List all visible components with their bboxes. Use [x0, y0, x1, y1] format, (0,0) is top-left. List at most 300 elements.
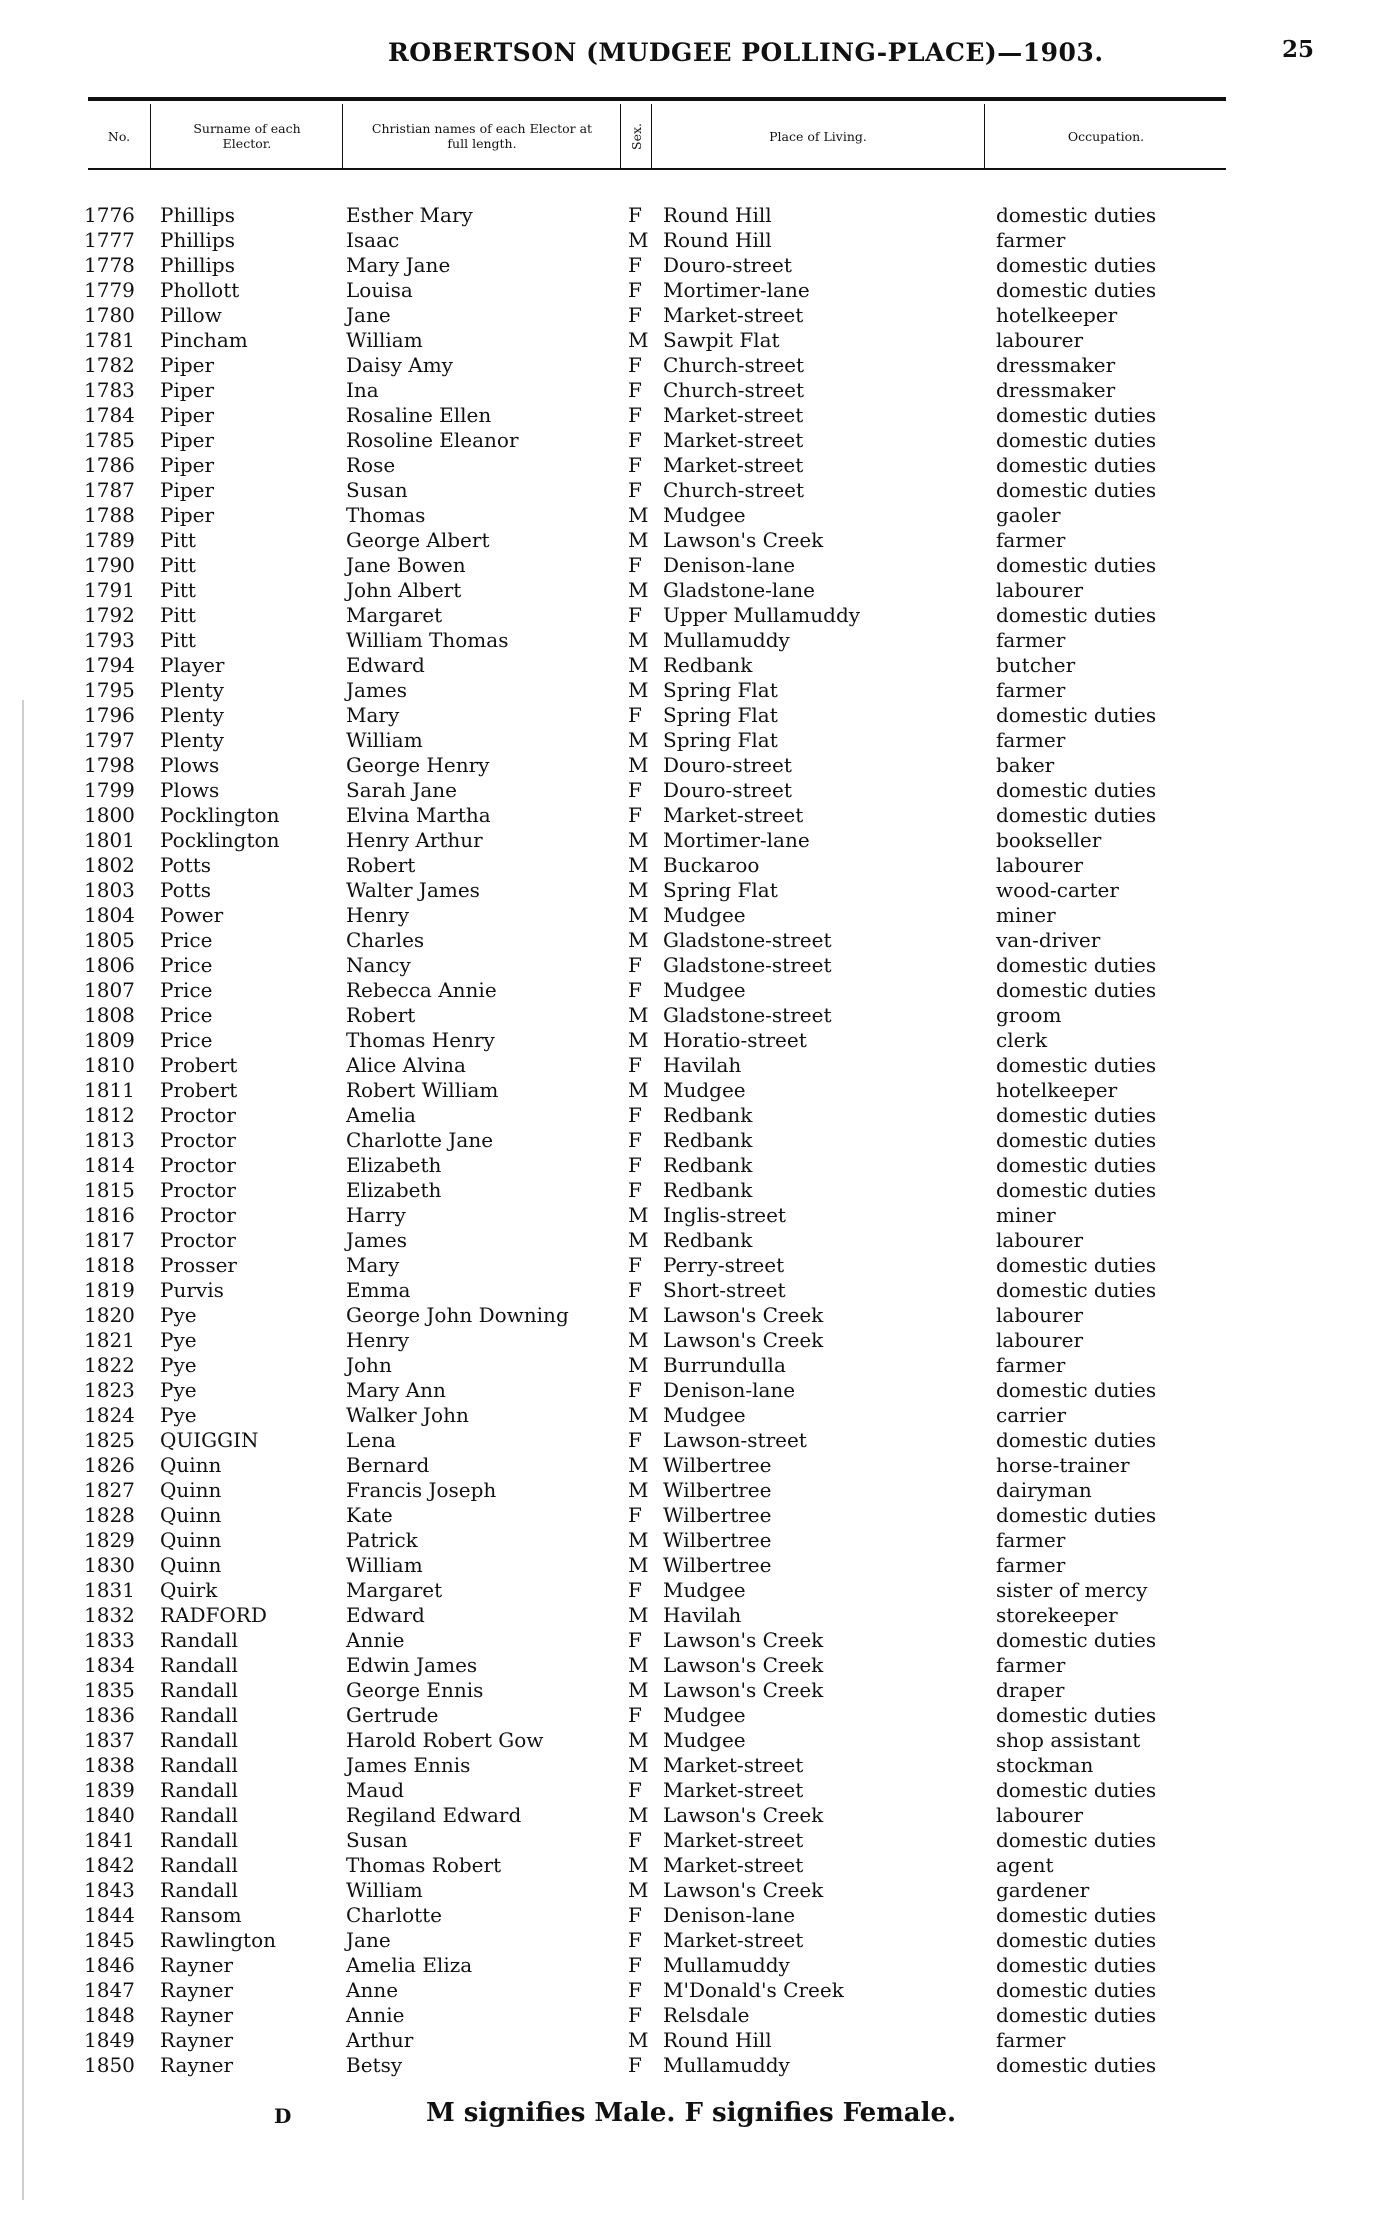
elector-place-of-living: Market-street — [663, 1778, 804, 1802]
table-row — [0, 1653, 1382, 1678]
elector-surname: Rawlington — [160, 1928, 276, 1952]
elector-number: 1841 — [84, 1828, 135, 1852]
elector-number: 1813 — [84, 1128, 135, 1152]
elector-place-of-living: Lawson-street — [663, 1428, 807, 1452]
elector-sex: M — [628, 1403, 649, 1427]
elector-number: 1834 — [84, 1653, 135, 1677]
table-row — [0, 1453, 1382, 1478]
header-rule — [88, 97, 1226, 101]
table-row — [0, 1553, 1382, 1578]
elector-christian-names: Charles — [346, 928, 425, 952]
elector-christian-names: Robert — [346, 853, 416, 877]
elector-sex: F — [628, 1578, 642, 1602]
elector-sex: M — [628, 653, 649, 677]
elector-surname: Price — [160, 928, 213, 952]
elector-number: 1802 — [84, 853, 135, 877]
elector-christian-names: William — [346, 1878, 423, 1902]
elector-christian-names: Thomas Robert — [346, 1853, 502, 1877]
elector-sex: F — [628, 1178, 642, 1202]
elector-surname: Rayner — [160, 2003, 234, 2027]
elector-occupation: domestic duties — [996, 1278, 1157, 1302]
column-header-christian-label: Christian names of each Elector at full length. — [371, 121, 593, 151]
elector-number: 1833 — [84, 1628, 135, 1652]
elector-place-of-living: Inglis-street — [663, 1203, 786, 1227]
elector-occupation: farmer — [996, 1653, 1066, 1677]
elector-occupation: domestic duties — [996, 803, 1157, 827]
table-row — [0, 2003, 1382, 2028]
elector-surname: Piper — [160, 453, 215, 477]
column-header-surname — [152, 104, 342, 168]
elector-occupation: farmer — [996, 528, 1066, 552]
elector-number: 1829 — [84, 1528, 135, 1552]
elector-surname: Proctor — [160, 1103, 236, 1127]
elector-place-of-living: Round Hill — [663, 228, 772, 252]
elector-surname: Quirk — [160, 1578, 218, 1602]
elector-christian-names: Jane — [346, 1928, 391, 1952]
elector-occupation: labourer — [996, 853, 1084, 877]
elector-number: 1848 — [84, 2003, 135, 2027]
elector-number: 1840 — [84, 1803, 135, 1827]
elector-christian-names: George Albert — [346, 528, 490, 552]
elector-number: 1796 — [84, 703, 135, 727]
elector-occupation: domestic duties — [996, 1428, 1157, 1452]
elector-occupation: labourer — [996, 1303, 1084, 1327]
signature-mark: D — [274, 2104, 292, 2128]
elector-place-of-living: M'Donald's Creek — [663, 1978, 844, 2002]
elector-sex: F — [628, 953, 642, 977]
table-row — [0, 1928, 1382, 1953]
elector-surname: Proctor — [160, 1153, 236, 1177]
elector-place-of-living: Market-street — [663, 303, 804, 327]
elector-occupation: farmer — [996, 1553, 1066, 1577]
column-header-no — [88, 104, 150, 168]
table-row — [0, 1078, 1382, 1103]
table-row — [0, 1478, 1382, 1503]
elector-sex: F — [628, 1428, 642, 1452]
elector-sex: M — [628, 1878, 649, 1902]
elector-list — [0, 203, 1382, 2078]
table-row — [0, 1303, 1382, 1328]
elector-christian-names: Bernard — [346, 1453, 430, 1477]
elector-christian-names: Edward — [346, 1603, 425, 1627]
elector-place-of-living: Sawpit Flat — [663, 328, 780, 352]
elector-surname: Plows — [160, 778, 220, 802]
table-row — [0, 828, 1382, 853]
elector-occupation: farmer — [996, 678, 1066, 702]
elector-sex: M — [628, 1528, 649, 1552]
elector-surname: Randall — [160, 1728, 238, 1752]
elector-number: 1844 — [84, 1903, 135, 1927]
elector-occupation: van-driver — [996, 928, 1101, 952]
table-row — [0, 1103, 1382, 1128]
elector-surname: Potts — [160, 878, 212, 902]
elector-occupation: farmer — [996, 1353, 1066, 1377]
elector-surname: Pye — [160, 1378, 197, 1402]
table-row — [0, 878, 1382, 903]
elector-place-of-living: Redbank — [663, 1103, 753, 1127]
elector-christian-names: George Henry — [346, 753, 490, 777]
table-row — [0, 1153, 1382, 1178]
elector-christian-names: Amelia — [346, 1103, 416, 1127]
elector-surname: Rayner — [160, 1953, 234, 1977]
elector-number: 1838 — [84, 1753, 135, 1777]
elector-christian-names: Thomas Henry — [346, 1028, 495, 1052]
column-header-sex-label: Sex. — [628, 122, 644, 150]
elector-christian-names: Elvina Martha — [346, 803, 491, 827]
table-row — [0, 1003, 1382, 1028]
elector-number: 1835 — [84, 1678, 135, 1702]
elector-sex: M — [628, 853, 649, 877]
elector-christian-names: James — [346, 678, 408, 702]
elector-place-of-living: Mudgee — [663, 978, 746, 1002]
elector-sex: F — [628, 203, 642, 227]
column-header-place — [653, 104, 983, 168]
elector-occupation: miner — [996, 903, 1056, 927]
elector-sex: M — [628, 1003, 649, 1027]
elector-sex: M — [628, 728, 649, 752]
elector-christian-names: Mary — [346, 1253, 400, 1277]
elector-sex: F — [628, 1378, 642, 1402]
elector-surname: Pitt — [160, 578, 196, 602]
elector-sex: M — [628, 1478, 649, 1502]
elector-surname: Rayner — [160, 1978, 234, 2002]
elector-sex: F — [628, 1778, 642, 1802]
table-row — [0, 1878, 1382, 1903]
elector-sex: F — [628, 1978, 642, 2002]
elector-surname: Randall — [160, 1853, 238, 1877]
elector-place-of-living: Douro-street — [663, 753, 792, 777]
table-row — [0, 603, 1382, 628]
elector-place-of-living: Market-street — [663, 803, 804, 827]
elector-sex: M — [628, 1728, 649, 1752]
elector-christian-names: Rosaline Ellen — [346, 403, 492, 427]
elector-place-of-living: Mudgee — [663, 503, 746, 527]
elector-occupation: domestic duties — [996, 1378, 1157, 1402]
elector-occupation: draper — [996, 1678, 1065, 1702]
elector-surname: Piper — [160, 478, 215, 502]
elector-sex: M — [628, 503, 649, 527]
elector-number: 1795 — [84, 678, 135, 702]
elector-number: 1847 — [84, 1978, 135, 2002]
elector-number: 1787 — [84, 478, 135, 502]
table-row — [0, 1403, 1382, 1428]
elector-occupation: domestic duties — [996, 953, 1157, 977]
table-row — [0, 503, 1382, 528]
elector-christian-names: Rose — [346, 453, 396, 477]
elector-place-of-living: Round Hill — [663, 203, 772, 227]
elector-occupation: domestic duties — [996, 1778, 1157, 1802]
elector-place-of-living: Church-street — [663, 353, 805, 377]
elector-place-of-living: Lawson's Creek — [663, 1803, 824, 1827]
elector-sex: M — [628, 1028, 649, 1052]
elector-surname: Pitt — [160, 553, 196, 577]
elector-sex: M — [628, 528, 649, 552]
elector-sex: M — [628, 878, 649, 902]
elector-place-of-living: Denison-lane — [663, 1903, 796, 1927]
table-row — [0, 1603, 1382, 1628]
elector-number: 1821 — [84, 1328, 135, 1352]
elector-number: 1776 — [84, 203, 135, 227]
elector-number: 1804 — [84, 903, 135, 927]
elector-sex: M — [628, 1078, 649, 1102]
table-row — [0, 1328, 1382, 1353]
elector-christian-names: Lena — [346, 1428, 396, 1452]
elector-number: 1831 — [84, 1578, 135, 1602]
elector-occupation: domestic duties — [996, 478, 1157, 502]
table-row — [0, 328, 1382, 353]
elector-surname: Plenty — [160, 678, 224, 702]
elector-place-of-living: Douro-street — [663, 778, 792, 802]
page-header — [0, 30, 1382, 70]
elector-number: 1816 — [84, 1203, 135, 1227]
elector-surname: Quinn — [160, 1553, 222, 1577]
table-row — [0, 1753, 1382, 1778]
elector-christian-names: Nancy — [346, 953, 411, 977]
elector-sex: M — [628, 328, 649, 352]
elector-christian-names: Henry — [346, 1328, 410, 1352]
elector-sex: F — [628, 1128, 642, 1152]
elector-surname: Pye — [160, 1303, 197, 1327]
elector-place-of-living: Mullamuddy — [663, 628, 790, 652]
elector-christian-names: Mary Ann — [346, 1378, 446, 1402]
elector-occupation: farmer — [996, 728, 1066, 752]
table-row — [0, 528, 1382, 553]
elector-sex: M — [628, 1603, 649, 1627]
elector-place-of-living: Mortimer-lane — [663, 828, 810, 852]
elector-christian-names: Ina — [346, 378, 379, 402]
elector-number: 1842 — [84, 1853, 135, 1877]
elector-sex: M — [628, 903, 649, 927]
elector-place-of-living: Gladstone-lane — [663, 578, 815, 602]
elector-number: 1781 — [84, 328, 135, 352]
column-headers — [88, 104, 1226, 170]
elector-place-of-living: Spring Flat — [663, 728, 778, 752]
elector-surname: Proctor — [160, 1178, 236, 1202]
table-row — [0, 628, 1382, 653]
elector-occupation: domestic duties — [996, 1978, 1157, 2002]
page-number: 25 — [1282, 36, 1315, 63]
elector-surname: Pye — [160, 1403, 197, 1427]
elector-christian-names: Emma — [346, 1278, 411, 1302]
elector-place-of-living: Upper Mullamuddy — [663, 603, 861, 627]
elector-number: 1784 — [84, 403, 135, 427]
elector-place-of-living: Spring Flat — [663, 878, 778, 902]
elector-christian-names: Margaret — [346, 1578, 443, 1602]
elector-sex: M — [628, 2028, 649, 2052]
elector-place-of-living: Spring Flat — [663, 678, 778, 702]
table-row — [0, 1178, 1382, 1203]
column-divider — [150, 104, 151, 168]
elector-occupation: labourer — [996, 1803, 1084, 1827]
elector-number: 1809 — [84, 1028, 135, 1052]
elector-place-of-living: Lawson's Creek — [663, 1328, 824, 1352]
table-row — [0, 678, 1382, 703]
elector-place-of-living: Havilah — [663, 1603, 742, 1627]
elector-sex: F — [628, 1628, 642, 1652]
elector-surname: RADFORD — [160, 1603, 267, 1627]
elector-christian-names: Gertrude — [346, 1703, 439, 1727]
elector-place-of-living: Denison-lane — [663, 553, 796, 577]
elector-christian-names: Elizabeth — [346, 1153, 442, 1177]
table-row — [0, 1228, 1382, 1253]
elector-christian-names: Margaret — [346, 603, 443, 627]
elector-sex: F — [628, 778, 642, 802]
elector-occupation: groom — [996, 1003, 1062, 1027]
elector-surname: Price — [160, 1028, 213, 1052]
elector-surname: Randall — [160, 1678, 238, 1702]
elector-sex: F — [628, 1053, 642, 1077]
elector-occupation: clerk — [996, 1028, 1048, 1052]
elector-sex: M — [628, 1803, 649, 1827]
elector-surname: Price — [160, 953, 213, 977]
elector-place-of-living: Horatio-street — [663, 1028, 807, 1052]
sex-legend-note: M signifies Male. F signifies Female. — [425, 2098, 957, 2128]
table-row — [0, 653, 1382, 678]
elector-number: 1839 — [84, 1778, 135, 1802]
elector-occupation: domestic duties — [996, 1628, 1157, 1652]
elector-surname: Potts — [160, 853, 212, 877]
elector-christian-names: Louisa — [346, 278, 413, 302]
elector-number: 1825 — [84, 1428, 135, 1452]
table-row — [0, 1953, 1382, 1978]
elector-surname: Proctor — [160, 1203, 236, 1227]
elector-place-of-living: Wilbertree — [663, 1453, 772, 1477]
elector-christian-names: Esther Mary — [346, 203, 473, 227]
elector-occupation: domestic duties — [996, 1928, 1157, 1952]
elector-christian-names: Patrick — [346, 1528, 418, 1552]
elector-occupation: farmer — [996, 1528, 1066, 1552]
elector-place-of-living: Gladstone-street — [663, 928, 832, 952]
elector-occupation: domestic duties — [996, 978, 1157, 1002]
elector-place-of-living: Round Hill — [663, 2028, 772, 2052]
elector-occupation: domestic duties — [996, 2003, 1157, 2027]
table-row — [0, 1678, 1382, 1703]
elector-surname: Randall — [160, 1803, 238, 1827]
elector-surname: Price — [160, 978, 213, 1002]
elector-place-of-living: Gladstone-street — [663, 1003, 832, 1027]
table-row — [0, 1028, 1382, 1053]
elector-christian-names: George Ennis — [346, 1678, 484, 1702]
elector-place-of-living: Wilbertree — [663, 1478, 772, 1502]
elector-occupation: sister of mercy — [996, 1578, 1148, 1602]
table-row — [0, 703, 1382, 728]
elector-christian-names: William Thomas — [346, 628, 509, 652]
elector-number: 1778 — [84, 253, 135, 277]
elector-sex: F — [628, 1828, 642, 1852]
elector-place-of-living: Mullamuddy — [663, 1953, 790, 1977]
elector-surname: Probert — [160, 1053, 238, 1077]
elector-number: 1793 — [84, 628, 135, 652]
elector-sex: F — [628, 2053, 642, 2077]
elector-surname: Player — [160, 653, 225, 677]
elector-place-of-living: Denison-lane — [663, 1378, 796, 1402]
elector-christian-names: Susan — [346, 1828, 408, 1852]
elector-surname: Pincham — [160, 328, 248, 352]
elector-sex: M — [628, 228, 649, 252]
elector-surname: Randall — [160, 1828, 238, 1852]
elector-occupation: domestic duties — [996, 1953, 1157, 1977]
elector-place-of-living: Gladstone-street — [663, 953, 832, 977]
elector-number: 1808 — [84, 1003, 135, 1027]
table-row — [0, 1578, 1382, 1603]
elector-sex: F — [628, 978, 642, 1002]
elector-christian-names: Regiland Edward — [346, 1803, 522, 1827]
elector-sex: F — [628, 428, 642, 452]
elector-occupation: domestic duties — [996, 1153, 1157, 1177]
elector-christian-names: Edwin James — [346, 1653, 478, 1677]
table-row — [0, 778, 1382, 803]
elector-christian-names: William — [346, 728, 423, 752]
elector-occupation: wood-carter — [996, 878, 1119, 902]
elector-occupation: domestic duties — [996, 1128, 1157, 1152]
elector-christian-names: Robert William — [346, 1078, 499, 1102]
table-row — [0, 1853, 1382, 1878]
elector-occupation: miner — [996, 1203, 1056, 1227]
elector-christian-names: William — [346, 1553, 423, 1577]
table-row — [0, 978, 1382, 1003]
elector-surname: Plows — [160, 753, 220, 777]
elector-sex: F — [628, 278, 642, 302]
elector-place-of-living: Mullamuddy — [663, 2053, 790, 2077]
elector-number: 1810 — [84, 1053, 135, 1077]
elector-sex: F — [628, 453, 642, 477]
elector-christian-names: Walker John — [346, 1403, 469, 1427]
elector-surname: Rayner — [160, 2053, 234, 2077]
elector-occupation: farmer — [996, 628, 1066, 652]
elector-occupation: domestic duties — [996, 553, 1157, 577]
elector-place-of-living: Wilbertree — [663, 1553, 772, 1577]
elector-surname: Power — [160, 903, 224, 927]
elector-place-of-living: Redbank — [663, 1228, 753, 1252]
elector-place-of-living: Redbank — [663, 1128, 753, 1152]
elector-place-of-living: Church-street — [663, 378, 805, 402]
elector-place-of-living: Lawson's Creek — [663, 1878, 824, 1902]
elector-sex: M — [628, 928, 649, 952]
elector-sex: F — [628, 403, 642, 427]
elector-occupation: hotelkeeper — [996, 1078, 1118, 1102]
elector-sex: M — [628, 1653, 649, 1677]
table-row — [0, 553, 1382, 578]
elector-sex: F — [628, 2003, 642, 2027]
elector-number: 1783 — [84, 378, 135, 402]
elector-surname: Quinn — [160, 1478, 222, 1502]
elector-occupation: agent — [996, 1853, 1054, 1877]
elector-surname: Piper — [160, 378, 215, 402]
elector-occupation: stockman — [996, 1753, 1094, 1777]
table-row — [0, 1378, 1382, 1403]
elector-occupation: domestic duties — [996, 253, 1157, 277]
table-row — [0, 853, 1382, 878]
elector-christian-names: James Ennis — [346, 1753, 471, 1777]
elector-number: 1785 — [84, 428, 135, 452]
table-row — [0, 353, 1382, 378]
elector-place-of-living: Burrundulla — [663, 1353, 786, 1377]
elector-christian-names: Jane — [346, 303, 391, 327]
elector-place-of-living: Redbank — [663, 653, 753, 677]
table-row — [0, 1503, 1382, 1528]
elector-place-of-living: Mudgee — [663, 1403, 746, 1427]
elector-number: 1837 — [84, 1728, 135, 1752]
elector-surname: Randall — [160, 1653, 238, 1677]
elector-surname: Price — [160, 1003, 213, 1027]
elector-number: 1823 — [84, 1378, 135, 1402]
elector-occupation: butcher — [996, 653, 1076, 677]
elector-surname: Randall — [160, 1778, 238, 1802]
elector-christian-names: Charlotte — [346, 1903, 443, 1927]
elector-surname: Randall — [160, 1878, 238, 1902]
elector-number: 1811 — [84, 1078, 135, 1102]
elector-sex: M — [628, 1353, 649, 1377]
